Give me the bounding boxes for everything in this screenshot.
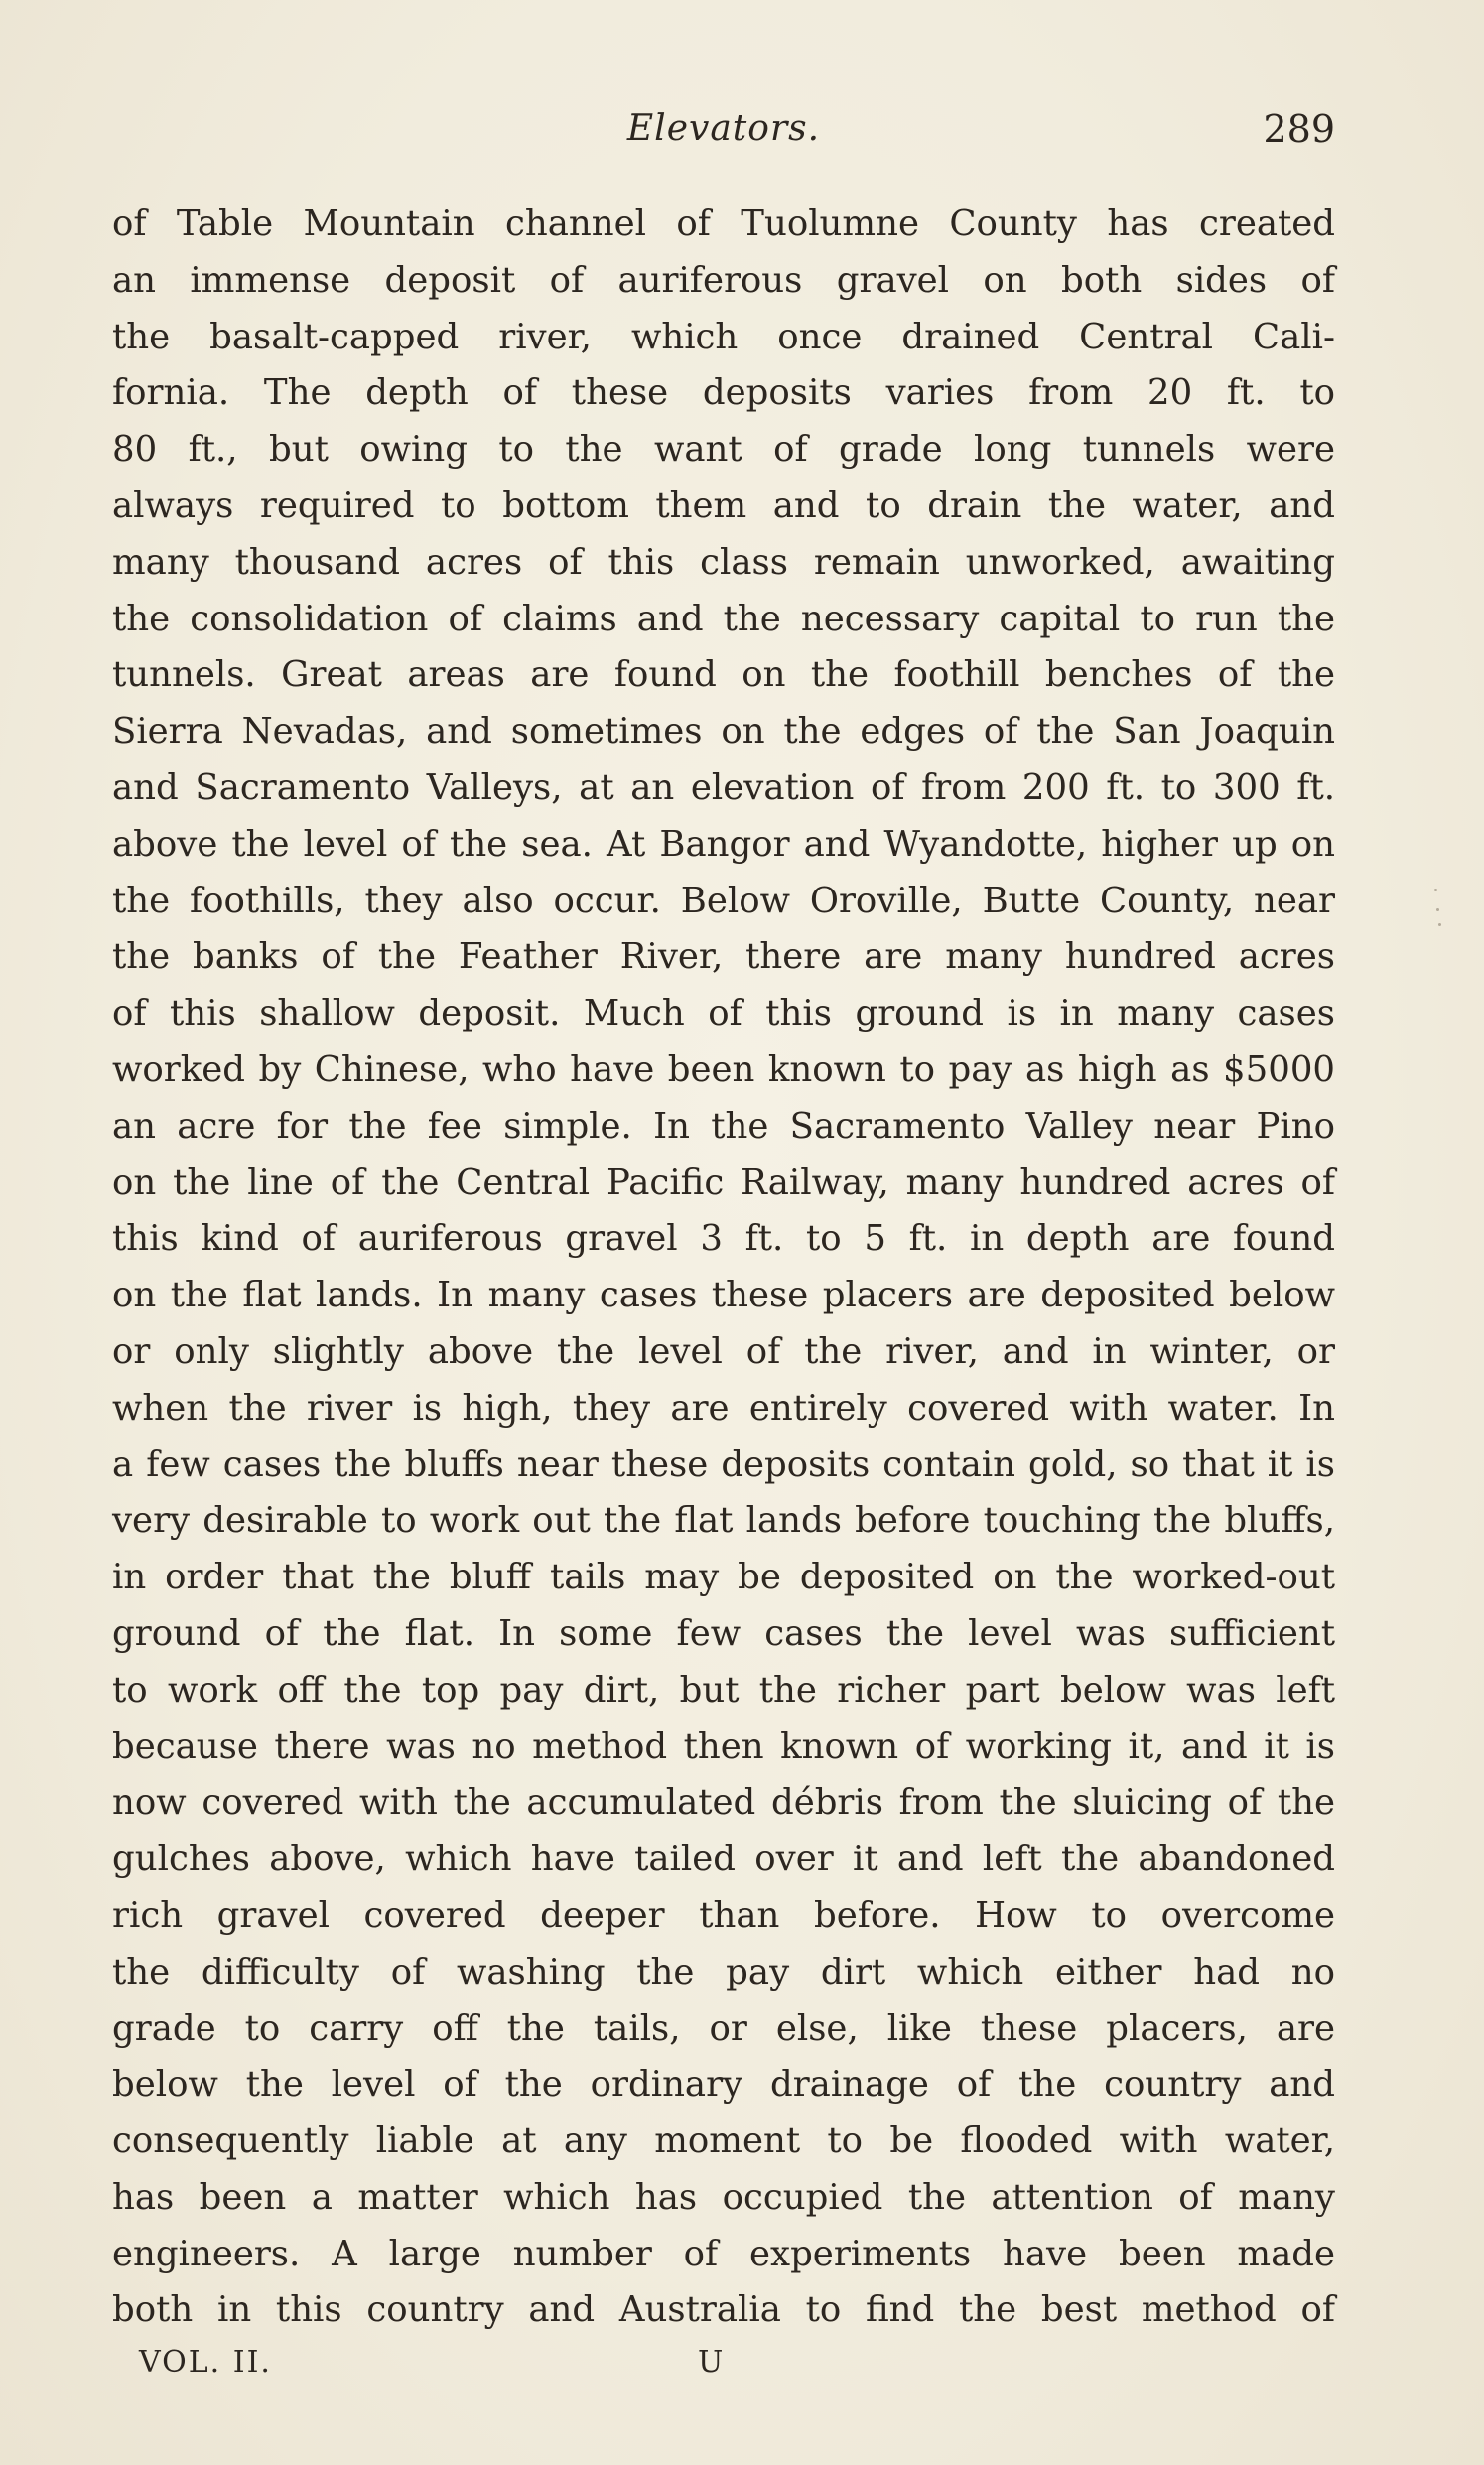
text-line: worked by Chinese, who have been known to pay as high as $5000 (112, 1048, 1335, 1090)
text-line: on the flat lands. In many cases these placers are deposited below (112, 1275, 1335, 1316)
text-line: when the river is high, they are entirely covered with water. In (112, 1387, 1335, 1429)
signature-mark: U (698, 2345, 724, 2380)
text-line: fornia. The depth of these deposits varies from 20 ft. to (112, 372, 1335, 414)
text-line: always required to bottom them and to drain the water, and (112, 484, 1335, 526)
paper-speck (1436, 908, 1439, 911)
page-number: 289 (1263, 107, 1335, 151)
text-line: Sierra Nevadas, and sometimes on the edges of the San Joaquin (112, 711, 1335, 753)
text-line: consequently liable at any moment to be flooded with water, (112, 2121, 1335, 2162)
text-line: gulches above, which have tailed over it and left the abandoned (112, 1839, 1335, 1880)
text-line: the basalt-capped river, which once drained Central Cali- (112, 316, 1335, 357)
text-line: now covered with the accumulated débris from the sluicing of the (112, 1782, 1335, 1824)
running-head-title: Elevators. (626, 108, 821, 149)
text-line: of this shallow deposit. Much of this ground is in many cases (112, 993, 1335, 1034)
text-line: in order that the bluff tails may be deposited on the worked-out (112, 1557, 1335, 1598)
text-line: rich gravel covered deeper than before. How to overcome (112, 1894, 1335, 1936)
text-line: both in this country and Australia to find the best method of (112, 2289, 1335, 2331)
text-line: this kind of auriferous gravel 3 ft. to 5 ft. in depth are found (112, 1218, 1335, 1260)
text-line: grade to carry off the tails, or else, like these placers, are (112, 2007, 1335, 2049)
text-line: engineers. A large number of experiments have been made (112, 2233, 1335, 2274)
text-line: a few cases the bluffs near these deposits contain gold, so that it is (112, 1443, 1335, 1485)
text-line: tunnels. Great areas are found on the foothill benches of the (112, 654, 1335, 696)
text-line: below the level of the ordinary drainage of the country and (112, 2064, 1335, 2106)
text-line: an immense deposit of auriferous gravel on both sides of (112, 259, 1335, 301)
text-line: many thousand acres of this class remain unworked, awaiting (112, 541, 1335, 583)
text-line: above the level of the sea. At Bangor and Wyandotte, higher up on (112, 823, 1335, 865)
text-line: the difficulty of washing the pay dirt which either had no (112, 1951, 1335, 1992)
text-line: because there was no method then known of working it, and it is (112, 1725, 1335, 1767)
paper-speck (1434, 889, 1437, 891)
text-line: on the line of the Central Pacific Railway, many hundred acres of (112, 1162, 1335, 1203)
text-line: 80 ft., but owing to the want of grade long tunnels were (112, 429, 1335, 471)
text-line: and Sacramento Valleys, at an elevation of from 200 ft. to 300 ft. (112, 766, 1335, 808)
text-line: ground of the flat. In some few cases the level was sufficient (112, 1612, 1335, 1654)
paper-speck (1438, 923, 1441, 926)
text-line: of Table Mountain channel of Tuolumne County has created (112, 204, 1335, 244)
text-line: the banks of the Feather River, there are many hundred acres (112, 936, 1335, 978)
text-line: the consolidation of claims and the necessary capital to run the (112, 598, 1335, 639)
text-line: very desirable to work out the flat lands before touching the bluffs, (112, 1500, 1335, 1542)
volume-mark: VOL. II. (139, 2345, 272, 2380)
text-line: to work off the top pay dirt, but the richer part below was left (112, 1669, 1335, 1711)
text-line: or only slightly above the level of the river, and in winter, or (112, 1330, 1335, 1372)
text-line: has been a matter which has occupied the attention of many (112, 2176, 1335, 2218)
text-line: an acre for the fee simple. In the Sacramento Valley near Pino (112, 1105, 1335, 1147)
body-text (112, 197, 1335, 2339)
running-head (112, 99, 1335, 159)
text-line: the foothills, they also occur. Below Oroville, Butte County, near (112, 880, 1335, 921)
